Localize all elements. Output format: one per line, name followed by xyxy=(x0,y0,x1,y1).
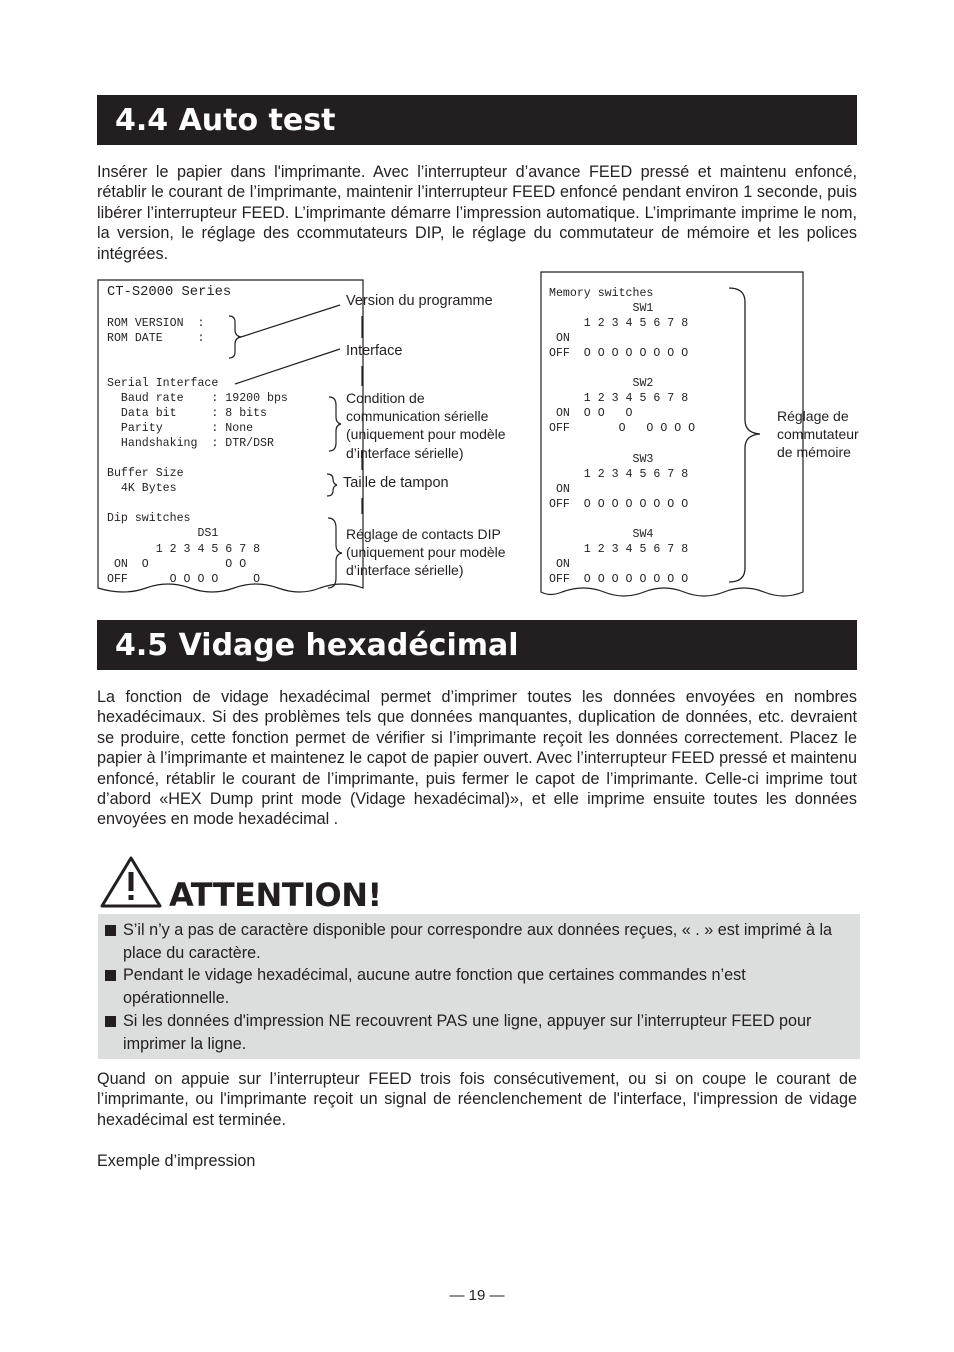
printout-sw4-numbers: 1 2 3 4 5 6 7 8 xyxy=(549,543,689,556)
label-program-version: Version du programme xyxy=(346,293,493,309)
printout-sw2: SW2 xyxy=(549,377,654,390)
printout-ds1: DS1 xyxy=(107,527,219,540)
printout-sw1-numbers: 1 2 3 4 5 6 7 8 xyxy=(549,317,689,330)
printout-parity: Parity : None xyxy=(107,422,254,435)
hex-dump-termination: Quand on appuie sur l’interrupteur FEED trois fois consécutivement, ou si on coupe le courant de l’imprimante, ou l'imprimante reçoit un signal de réenclenchement de l'interface, l'impression de vidage hexadécimal est terminée. xyxy=(97,1070,857,1129)
bullet-square-icon xyxy=(105,925,116,936)
printout-sw3-on: ON xyxy=(549,483,570,496)
warning-icon xyxy=(100,856,162,908)
label-memory-switch-setting: Réglage de commutateur de mémoire xyxy=(777,408,859,461)
attention-item: Pendant le vidage hexadécimal, aucune autre fonction que certaines commandes n’est opérationnelle. xyxy=(105,964,855,1009)
attention-item: Si les données d'impression NE recouvrent PAS une ligne, appuyer sur l’interrupteur FEED pour imprimer la ligne. xyxy=(105,1010,855,1055)
printout-sw2-numbers: 1 2 3 4 5 6 7 8 xyxy=(549,392,689,405)
printout-rom-version: ROM VERSION : xyxy=(107,317,205,330)
label-buffer-size: Taille de tampon xyxy=(343,475,449,491)
printout-model-name: CT-S2000 Series xyxy=(107,285,232,300)
printout-rom-date: ROM DATE : xyxy=(107,332,205,345)
attention-item: S’il n’y a pas de caractère disponible pour correspondre aux données reçues, « . » est imprimé à la place du caractère. xyxy=(105,919,855,964)
bullet-square-icon xyxy=(105,1016,116,1027)
printout-sw4-off: OFF O O O O O O O O xyxy=(549,573,689,586)
printout-serial-interface: Serial Interface xyxy=(107,377,219,390)
attention-title: ATTENTION! xyxy=(169,876,382,914)
printout-sw1-on: ON xyxy=(549,332,570,345)
printout-sw1: SW1 xyxy=(549,302,654,315)
printout-sw3-off: OFF O O O O O O O O xyxy=(549,498,689,511)
printout-sw4: SW4 xyxy=(549,528,654,541)
example-label: Exemple d’impression xyxy=(97,1152,256,1170)
printout-sw3-numbers: 1 2 3 4 5 6 7 8 xyxy=(549,468,689,481)
printout-buffer-value: 4K Bytes xyxy=(107,482,177,495)
printout-sw2-on: ON O O O xyxy=(549,407,633,420)
printout-sw4-on: ON xyxy=(549,558,570,571)
printout-dip-switches: Dip switches xyxy=(107,512,191,525)
hex-dump-intro: La fonction de vidage hexadécimal permet d’imprimer toutes les données envoyées en nombres hexadécimaux. Si des problèmes tels que données manquantes, duplication de données, etc. devraient se produire, cette fonction permet de vérifier si l’imprimante reçoit les données correctement. Placez le papier à l’imprimante et maintenez le capot de papier ouvert. Avec l’interrupteur FEED pressé et maintenu enfoncé, rétablir le courant de l’imprimante, puis fermer le capot de l’imprimante. Celle-ci imprime tout d’abord «HEX Dump print mode (Vidage hexadécimal)», et elle imprime ensuite toutes les données envoyées en mode hexadécimal . xyxy=(97,688,857,829)
printout-dip-numbers: 1 2 3 4 5 6 7 8 xyxy=(107,543,261,556)
printout-sw3: SW3 xyxy=(549,453,654,466)
printout-dip-on: ON O O O xyxy=(107,558,247,571)
label-serial-condition: Condition de communication sérielle (uniquement pour modèle d’interface sérielle) xyxy=(346,390,506,461)
page-number: — 19 — xyxy=(449,1287,505,1304)
printout-dip-off: OFF O O O O O xyxy=(107,573,261,586)
printout-handshaking: Handshaking : DTR/DSR xyxy=(107,437,274,450)
printout-baud-rate: Baud rate : 19200 bps xyxy=(107,392,288,405)
auto-test-intro: Insérer le papier dans l'imprimante. Avec l’interrupteur d’avance FEED pressé et maintenu enfoncé, rétablir le courant de l’imprimante, maintenir l’interrupteur FEED enfoncé pendant environ 1 seconde, puis libérer l’interrupteur FEED. L’imprimante démarre l’impression automatique. L’imprimante imprime le nom, la version, le réglage des ccommutateurs DIP, le réglage du commutateur de mémoire et les polices intégrées. xyxy=(97,163,857,263)
label-dip-setting: Réglage de contacts DIP (uniquement pour modèle d’interface sérielle) xyxy=(346,526,506,579)
printout-sw2-off: OFF O O O O O xyxy=(549,422,696,435)
bullet-square-icon xyxy=(105,970,116,981)
label-interface: Interface xyxy=(346,343,403,359)
printout-sw1-off: OFF O O O O O O O O xyxy=(549,347,689,360)
section-heading-4-4: 4.4 Auto test xyxy=(97,95,857,145)
printout-data-bit: Data bit : 8 bits xyxy=(107,407,268,420)
section-heading-4-5: 4.5 Vidage hexadécimal xyxy=(97,620,857,670)
printout-buffer-size: Buffer Size xyxy=(107,467,184,480)
printout-memory-switches: Memory switches xyxy=(549,287,654,300)
